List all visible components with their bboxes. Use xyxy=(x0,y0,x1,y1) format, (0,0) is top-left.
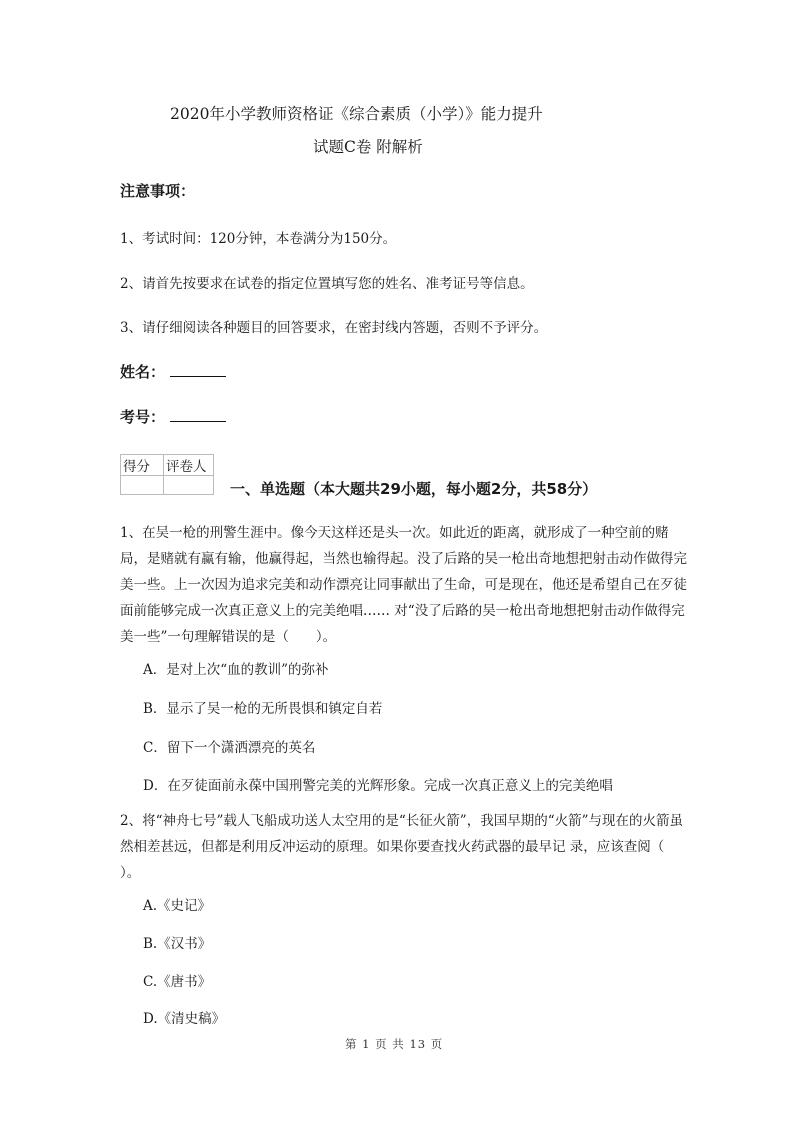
score-table-header-row xyxy=(121,455,214,476)
question-2-option-b: B.《汉书》 xyxy=(143,936,212,952)
notice-item: 2、请首先按要求在试卷的指定位置填写您的姓名、准考证号等信息。 xyxy=(120,276,534,292)
section-heading: 一、单选题（本大题共29小题，每小题2分，共58分） xyxy=(230,480,598,498)
name-field-label: 姓名： xyxy=(120,363,166,381)
score-cell[interactable] xyxy=(121,476,164,495)
question-1-option-d: D．在歹徒面前永葆中国刑警完美的光辉形象。完成一次真正意义上的完美绝唱 xyxy=(143,778,613,794)
score-table-value-row xyxy=(121,476,214,495)
grader-header: 评卷人 xyxy=(164,455,214,476)
document-title-line1: 2020年小学教师资格证《综合素质（小学）》能力提升 xyxy=(170,105,543,123)
name-field-blank[interactable] xyxy=(170,376,226,377)
notice-heading: 注意事项： xyxy=(120,182,196,200)
score-table xyxy=(120,454,214,495)
exam-number-field-blank[interactable] xyxy=(170,421,226,422)
score-header: 得分 xyxy=(121,455,164,476)
notice-item: 3、请仔细阅读各种题目的回答要求，在密封线内答题，否则不予评分。 xyxy=(120,320,548,336)
question-1-text: 1、在吴一枪的刑警生涯中。像今天这样还是头一次。如此近的距离，就形成了一种空前的赌局，是赌就有赢有输，他赢得起，当然也输得起。没了后路的吴一枪出奇地想把射击动作做得完美一些。上一次因为追求完美和动作漂亮让同事献出了生命，可是现在，他还是希望自己在歹徒面前能够完成一次真正意义上的完美绝唱…… 对“没了后路的吴一枪出奇地想把射击动作做得完美一些”一句理解错误的是（ ）。 xyxy=(120,525,687,645)
question-1-option-c: C．留下一个潇洒漂亮的英名 xyxy=(143,740,316,756)
question-1-option-a: A．是对上次“血的教训”的弥补 xyxy=(143,662,329,678)
question-2-text: 2、将“神舟七号”载人飞船成功送人太空用的是“长征火箭”，我国早期的“火箭”与现在的火箭虽然相差甚远，但都是利用反冲运动的原理。如果你要查找火药武器的最早记 录，应该查阅（ ）。 xyxy=(120,813,692,881)
question-2-option-c: C.《唐书》 xyxy=(143,974,212,990)
question-2-option-a: A.《史记》 xyxy=(143,898,212,914)
exam-number-field-label: 考号： xyxy=(120,408,166,426)
page-footer: 第 1 页 共 13 页 xyxy=(345,1037,444,1051)
notice-item: 1、考试时间：120分钟，本卷满分为150分。 xyxy=(120,231,397,247)
question-1-option-b: B．显示了吴一枪的无所畏惧和镇定自若 xyxy=(143,701,383,717)
grader-cell[interactable] xyxy=(164,476,214,495)
document-title-line2: 试题C卷 附解析 xyxy=(313,138,423,156)
question-2-option-d: D.《清史稿》 xyxy=(143,1011,226,1027)
